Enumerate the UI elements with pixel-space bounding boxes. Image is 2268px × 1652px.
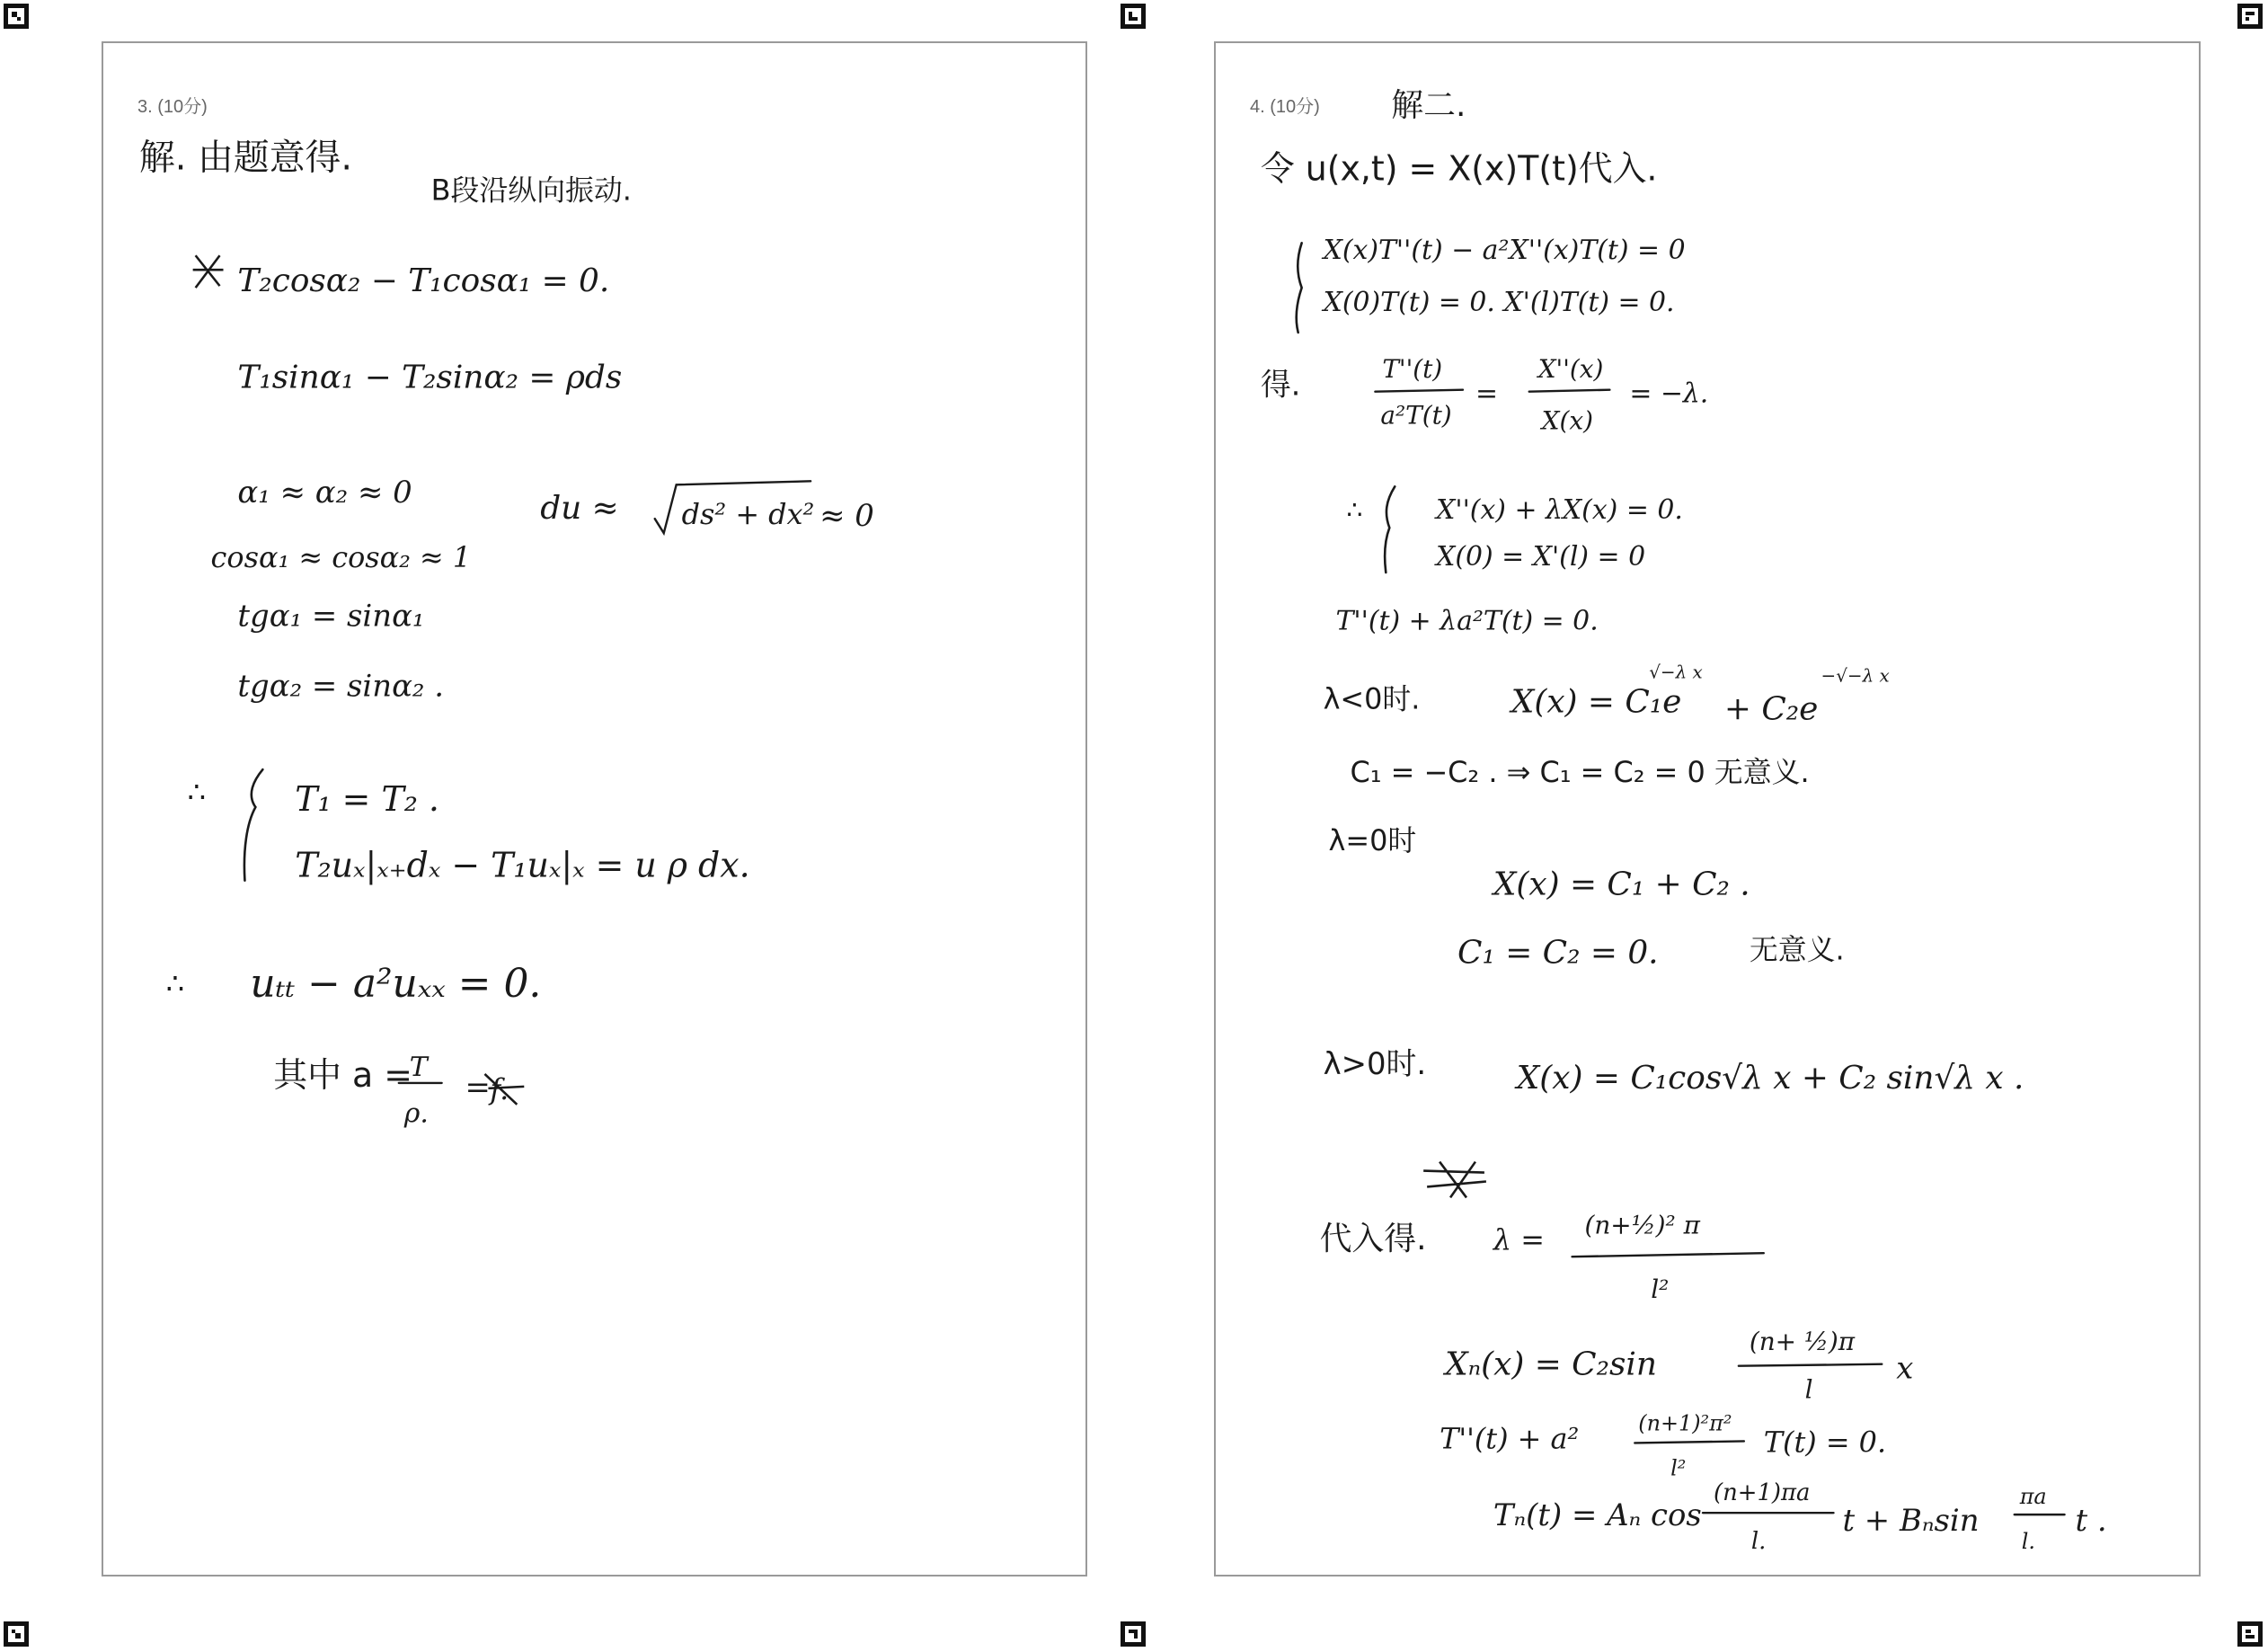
case-negative-solution: X(x) = C₁e [1511,683,1682,721]
answer-sheet-question-4 [1214,41,2201,1577]
time-equation-suffix: T(t) = 0. [1763,1425,1887,1460]
segment-note: B段沿纵向振动. [430,173,632,208]
solution-heading: 解二. [1391,86,1466,124]
therefore-symbol: ∴ [187,775,206,810]
eigenfunction-numerator: (n+ ½)π [1749,1326,1856,1356]
time-equation-denominator: l² [1670,1455,1687,1481]
a-def-denominator: ρ. [403,1097,429,1130]
crossed-out-mark [193,255,224,288]
case-zero-meaningless: 无意义. [1749,932,1845,967]
tan-sin-1: tgα₁ = sinα₁ [237,598,425,634]
time-solution-middle: t + Bₙsin [1842,1503,1980,1539]
eigen-brace [1385,486,1395,573]
substituted-pde: X(x)T''(t) − a²X''(x)T(t) = 0 [1323,235,1686,267]
therefore-symbol-2: ∴ [165,966,185,1001]
ratio-equals: = [1475,377,1498,410]
lambda-equals: λ = [1493,1222,1545,1257]
eigen-bc: X(0) = X'(l) = 0 [1436,540,1646,573]
ratio-t-numerator: T''(t) [1382,353,1443,384]
case-zero-solution: X(x) = C₁ + C₂ . [1493,866,1750,903]
substituted-bc: X(0)T(t) = 0. X'(l)T(t) = 0. [1323,287,1675,319]
solution-heading: 解. 由题意得. [138,137,353,179]
ratio-t-denominator: a²T(t) [1380,400,1452,431]
eigenfunction-bar [1739,1364,1882,1366]
ratio-lambda: = −λ. [1629,377,1709,410]
eigenfunction-x: x [1896,1350,1914,1386]
time-ode: T''(t) + λa²T(t) = 0. [1335,605,1599,637]
case-negative-term2: + C₂e [1723,690,1819,728]
registration-marker-top-right [2237,4,2263,29]
ratio-x-denominator: X(x) [1541,405,1594,436]
time-solution-numerator: (n+1)πa [1713,1479,1811,1507]
system-brace [244,769,262,881]
eigenfunction-denominator: l [1804,1374,1813,1405]
tan-sin-2: tgα₂ = sinα₂ . [237,668,445,704]
small-angle-approx: α₁ ≈ α₂ ≈ 0 [237,475,412,511]
case-negative-exp1: √−λ x [1649,662,1703,683]
handwritten-solution-q4 [1216,43,2199,1575]
force-balance-eq: T₂uₓ|ₓ₊dₓ − T₁uₓ|ₓ = u ρ dx. [295,845,750,885]
registration-marker-top-center [1121,4,1146,29]
time-solution-suffix: t . [2075,1503,2107,1539]
case-positive-label: λ>0时. [1323,1045,1427,1081]
question-label: 3. (10分) [137,97,208,117]
eigenfunction-prefix: Xₙ(x) = C₂sin [1445,1346,1657,1383]
therefore-symbol: ∴ [1346,495,1363,526]
time-equation-numerator: (n+1)²π² [1638,1410,1732,1436]
case-negative-result: C₁ = −C₂ . ⇒ C₁ = C₂ = 0 无意义. [1350,755,1810,790]
a-def-equals: = [465,1069,491,1105]
time-solution-denominator-2: l. [2021,1528,2035,1554]
eigenvalue-numerator: (n+½)² π [1584,1210,1700,1240]
case-negative-label: λ<0时. [1323,681,1421,716]
where-a-prefix: 其中 a = [273,1054,413,1095]
wave-equation: uₜₜ − a²uₓₓ = 0. [250,961,542,1008]
question-label: 4. (10分) [1250,97,1320,117]
horizontal-balance-eq: T₂cosα₂ − T₁cosα₁ = 0. [237,262,610,300]
time-solution-prefix: Tₙ(t) = Aₙ cos [1493,1497,1702,1533]
answer-sheet-question-3 [102,41,1087,1577]
cos-approx: cosα₁ ≈ cosα₂ ≈ 1 [210,539,472,574]
case-zero-label: λ=0时 [1328,822,1417,857]
time-equation-bar [1635,1441,1744,1443]
eigenvalue-bar [1573,1253,1764,1257]
ratio-x-bar [1529,390,1610,392]
crossed-out-word [1423,1162,1486,1198]
time-equation-prefix: T''(t) + a² [1440,1421,1580,1456]
registration-marker-bottom-center [1121,1621,1146,1647]
ratio-x-numerator: X''(x) [1537,353,1604,384]
vertical-balance-eq: T₁sinα₁ − T₂sinα₂ = ρds [237,359,623,396]
handwritten-solution-q3 [103,43,1085,1575]
substitute-label: 代入得. [1319,1221,1427,1258]
case-positive-solution: X(x) = C₁cos√λ x + C₂ sin√λ x . [1516,1059,2024,1097]
a-def-crossed: f. [490,1071,509,1106]
eigenvalue-denominator: l² [1651,1275,1670,1305]
a-def-numerator: T [409,1051,428,1083]
time-solution-numerator-2: πa [2019,1484,2047,1510]
du-approx-prefix: du ≈ [540,490,619,528]
registration-marker-bottom-right [2237,1621,2263,1647]
du-approx-radicand: ds² + dx² [681,497,815,532]
time-solution-denominator: l. [1750,1527,1767,1555]
eigen-ode: X''(x) + λX(x) = 0. [1436,494,1683,527]
registration-marker-bottom-left [4,1621,29,1647]
substitution-brace [1297,243,1302,333]
case-zero-constants: C₁ = C₂ = 0. [1457,934,1659,972]
separation-ansatz: 令 u(x,t) = X(x)T(t)代入. [1260,148,1658,189]
obtain-label: 得. [1260,367,1301,403]
du-approx-suffix: ≈ 0 [819,498,874,534]
ratio-t-bar [1375,390,1463,392]
registration-marker-top-left [4,4,29,29]
tension-equal: T₁ = T₂ . [295,778,439,819]
case-negative-exp2: −√−λ x [1821,665,1890,687]
